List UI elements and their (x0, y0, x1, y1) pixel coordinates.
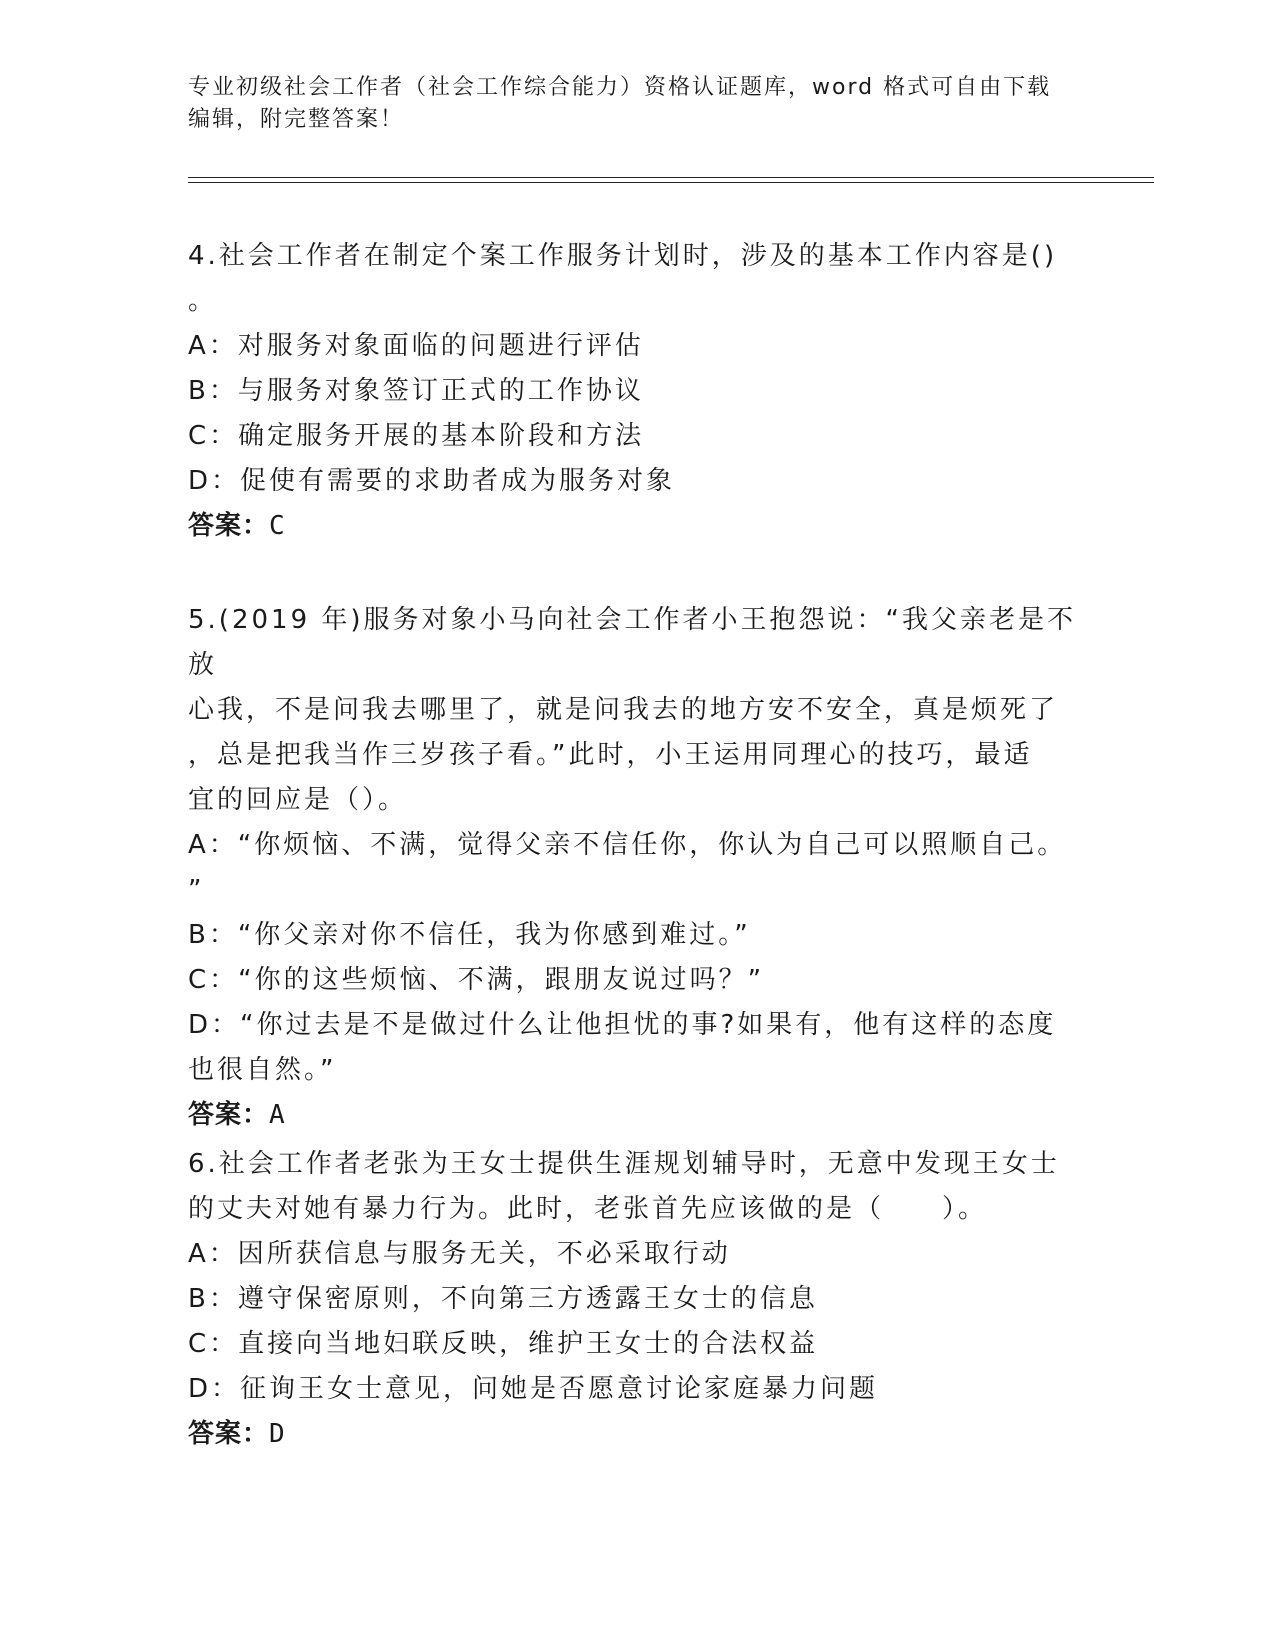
header-line-2: 编辑，附完整答案！ (188, 107, 405, 132)
stem-line: ，总是把我当作三岁孩子看。”此时，小王运用同理心的技巧，最适 (188, 740, 1033, 770)
stem-line: 心我，不是问我去哪里了，就是问我去的地方安不安全，真是烦死了 (188, 695, 1059, 725)
answer-value: C (269, 511, 286, 541)
answer-label: 答案： (188, 1419, 270, 1449)
question-6 (188, 1142, 1088, 1457)
option-c: C：直接向当地妇联反映，维护王女士的合法权益 (188, 1329, 819, 1359)
question-stem (188, 598, 1088, 823)
option-a: A：因所获信息与服务无关，不必采取行动 (188, 1239, 731, 1269)
option-list (188, 324, 1088, 504)
answer-line (188, 1093, 1088, 1138)
answer-label: 答案： (188, 1100, 270, 1130)
option-list (188, 823, 1088, 1093)
question-stem (188, 234, 1088, 324)
answer-value: D (269, 1419, 286, 1449)
option-list (188, 1232, 1088, 1412)
answer-line (188, 1412, 1088, 1457)
answer-line (188, 504, 1088, 549)
stem-line: 的丈夫对她有暴力行为。此时，老张首先应该做的是（ ）。 (188, 1194, 988, 1224)
stem-line: 5.(2019 年)服务对象小马向社会工作者小王抱怨说：“我父亲老是不放 (188, 605, 1076, 680)
option-c: C：“你的这些烦恼、不满，跟朋友说过吗？” (188, 965, 765, 995)
option-d-continued: 也很自然。” (188, 1055, 337, 1085)
option-a: A：“你烦恼、不满，觉得父亲不信任你，你认为自己可以照顺自己。 (188, 830, 1067, 860)
option-c: C：确定服务开展的基本阶段和方法 (188, 421, 645, 451)
option-b: B：“你父亲对你不信任，我为你感到难过。” (188, 920, 751, 950)
option-a: A：对服务对象面临的问题进行评估 (188, 331, 644, 361)
header-divider-top (188, 177, 1154, 178)
stem-line: 宜的回应是（）。 (188, 785, 408, 815)
question-5 (188, 598, 1088, 1138)
question-stem (188, 1142, 1088, 1232)
option-d: D：“你过去是不是做过什么让他担忧的事?如果有，他有这样的态度 (188, 1010, 1057, 1040)
stem-line: 。 (188, 286, 218, 316)
option-b: B：遵守保密原则，不向第三方透露王女士的信息 (188, 1284, 818, 1314)
option-a-continued: ” (188, 875, 205, 905)
option-d: D：促使有需要的求助者成为服务对象 (188, 466, 676, 496)
option-b: B：与服务对象签订正式的工作协议 (188, 376, 644, 406)
header-line-1: 专业初级社会工作者（社会工作综合能力）资格认证题库，word 格式可自由下载 (188, 75, 1052, 100)
answer-value: A (269, 1100, 286, 1130)
document-header (188, 72, 1088, 136)
stem-line: 4.社会工作者在制定个案工作服务计划时，涉及的基本工作内容是() (188, 241, 1058, 271)
header-divider-bottom (188, 182, 1154, 183)
question-4 (188, 234, 1088, 549)
answer-label: 答案： (188, 511, 270, 541)
stem-line: 6.社会工作者老张为王女士提供生涯规划辅导时，无意中发现王女士 (188, 1149, 1060, 1179)
option-d: D：征询王女士意见，问她是否愿意讨论家庭暴力问题 (188, 1374, 879, 1404)
